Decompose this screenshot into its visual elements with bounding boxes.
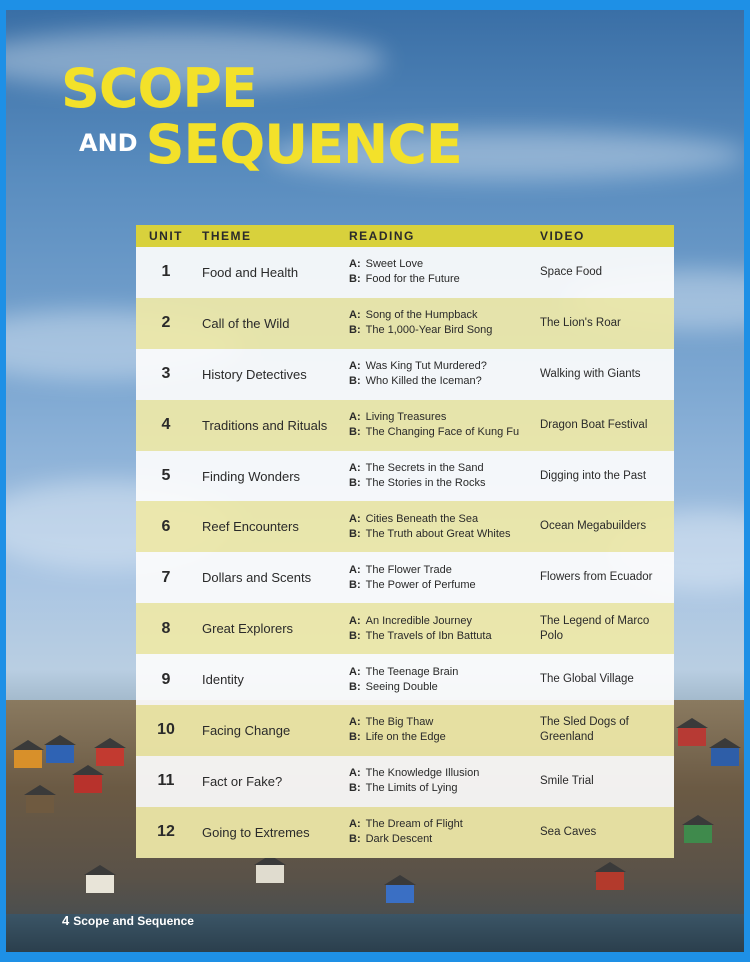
reading-a-title: Living Treasures bbox=[365, 411, 447, 424]
unit-video: Digging into the Past bbox=[540, 469, 647, 482]
title-and: AND bbox=[79, 129, 138, 157]
table-body bbox=[136, 247, 674, 858]
reading-b-title: The Travels of Ibn Battuta bbox=[365, 629, 492, 642]
unit-video: Ocean Megabuilders bbox=[540, 520, 647, 533]
reading-a bbox=[349, 410, 540, 425]
reading-b-title: Seeing Double bbox=[365, 680, 438, 693]
house bbox=[74, 775, 102, 793]
reading-b bbox=[349, 832, 540, 847]
house bbox=[596, 872, 624, 890]
unit-number: 3 bbox=[161, 365, 171, 383]
reading-b bbox=[349, 425, 540, 440]
reading-b-title: The 1,000-Year Bird Song bbox=[365, 324, 493, 337]
reading-b bbox=[349, 781, 540, 796]
table-row bbox=[136, 400, 674, 451]
house bbox=[96, 748, 124, 766]
unit-theme: Going to Extremes bbox=[202, 824, 310, 840]
reading-a-title: The Secrets in the Sand bbox=[365, 462, 484, 474]
reading-b bbox=[349, 272, 540, 287]
unit-number: 6 bbox=[161, 517, 171, 535]
unit-number: 8 bbox=[161, 619, 171, 637]
unit-theme: Traditions and Rituals bbox=[202, 417, 328, 433]
unit-theme: History Detectives bbox=[202, 366, 307, 382]
page bbox=[6, 10, 744, 952]
unit-reading bbox=[349, 410, 540, 440]
unit-reading bbox=[349, 512, 540, 542]
scope-sequence-table bbox=[136, 225, 674, 858]
unit-video: The Lion's Roar bbox=[540, 316, 621, 329]
table-row bbox=[136, 298, 674, 349]
table-row bbox=[136, 552, 674, 603]
reading-b-title: Dark Descent bbox=[365, 833, 433, 846]
unit-reading bbox=[349, 461, 540, 491]
unit-theme: Food and Health bbox=[202, 264, 299, 280]
reading-b-label: B: bbox=[349, 426, 361, 439]
table-header bbox=[136, 225, 674, 247]
table-row bbox=[136, 603, 674, 654]
unit-reading bbox=[349, 817, 540, 847]
reading-b-title: Who Killed the Iceman? bbox=[365, 375, 482, 388]
reading-b-title: Life on the Edge bbox=[365, 731, 446, 744]
table-row bbox=[136, 247, 674, 298]
unit-theme: Great Explorers bbox=[202, 621, 294, 637]
reading-b-title: The Changing Face of Kung Fu bbox=[365, 426, 520, 439]
reading-b-label: B: bbox=[349, 833, 361, 846]
reading-a bbox=[349, 715, 540, 730]
unit-video: Dragon Boat Festival bbox=[540, 418, 648, 431]
house bbox=[678, 728, 706, 746]
unit-reading bbox=[349, 665, 540, 695]
header-theme: THEME bbox=[202, 229, 252, 243]
reading-a-title: Song of the Humpback bbox=[365, 309, 478, 322]
reading-a-label: A: bbox=[349, 360, 361, 373]
unit-theme: Reef Encounters bbox=[202, 519, 299, 535]
reading-b bbox=[349, 527, 540, 542]
reading-a-title: An Incredible Journey bbox=[365, 614, 473, 627]
unit-number: 1 bbox=[161, 263, 171, 281]
unit-number: 5 bbox=[161, 467, 171, 484]
house bbox=[14, 750, 42, 768]
unit-video: Sea Caves bbox=[540, 825, 597, 838]
page-number: 4 bbox=[62, 913, 70, 928]
unit-theme: Identity bbox=[202, 672, 244, 688]
house bbox=[711, 748, 739, 766]
reading-a-label: A: bbox=[349, 665, 361, 678]
unit-number: 9 bbox=[161, 670, 171, 688]
reading-b-label: B: bbox=[349, 578, 361, 591]
unit-number: 2 bbox=[161, 314, 171, 332]
reading-b-label: B: bbox=[349, 680, 361, 693]
reading-b-title: The Stories in the Rocks bbox=[365, 477, 486, 489]
reading-a-label: A: bbox=[349, 512, 361, 525]
reading-a-title: The Knowledge Illusion bbox=[365, 767, 480, 780]
footer-label: Scope and Sequence bbox=[73, 914, 194, 928]
title-sequence: SEQUENCE bbox=[145, 113, 462, 176]
reading-b-title: The Truth about Great Whites bbox=[365, 527, 511, 540]
table-row bbox=[136, 756, 674, 807]
unit-theme: Fact or Fake? bbox=[202, 773, 283, 789]
house bbox=[256, 865, 284, 883]
unit-theme: Call of the Wild bbox=[202, 315, 290, 331]
reading-b bbox=[349, 578, 540, 593]
unit-video: Space Food bbox=[540, 265, 603, 278]
unit-video: The Sled Dogs of Greenland bbox=[540, 716, 629, 744]
table-row bbox=[136, 807, 674, 858]
unit-number: 7 bbox=[161, 568, 171, 586]
reading-a-label: A: bbox=[349, 258, 361, 271]
reading-a bbox=[349, 817, 540, 832]
header-video: VIDEO bbox=[540, 229, 585, 243]
reading-a-label: A: bbox=[349, 309, 361, 322]
unit-theme: Dollars and Scents bbox=[202, 570, 312, 586]
unit-number: 12 bbox=[157, 823, 175, 841]
reading-b-label: B: bbox=[349, 477, 361, 489]
page-footer bbox=[62, 913, 194, 928]
unit-reading bbox=[349, 614, 540, 644]
header-unit: UNIT bbox=[149, 229, 183, 243]
reading-a-label: A: bbox=[349, 563, 361, 576]
reading-b bbox=[349, 680, 540, 695]
reading-a-label: A: bbox=[349, 411, 361, 424]
reading-a bbox=[349, 257, 540, 272]
reading-a-label: A: bbox=[349, 462, 361, 474]
reading-b bbox=[349, 323, 540, 338]
reading-a-label: A: bbox=[349, 716, 361, 729]
reading-a-title: Cities Beneath the Sea bbox=[365, 512, 479, 525]
reading-b-label: B: bbox=[349, 273, 361, 286]
reading-a bbox=[349, 461, 540, 476]
reading-b-label: B: bbox=[349, 782, 361, 795]
unit-reading bbox=[349, 359, 540, 389]
unit-theme: Facing Change bbox=[202, 722, 291, 738]
house bbox=[684, 825, 712, 843]
reading-a-title: The Big Thaw bbox=[365, 716, 434, 729]
reading-a-title: The Teenage Brain bbox=[365, 665, 459, 678]
unit-reading bbox=[349, 715, 540, 745]
unit-video: Walking with Giants bbox=[540, 367, 641, 380]
unit-video: The Global Village bbox=[540, 673, 634, 686]
unit-number: 10 bbox=[157, 721, 175, 739]
reading-b-label: B: bbox=[349, 324, 361, 337]
reading-a-title: Was King Tut Murdered? bbox=[365, 360, 487, 373]
reading-b-title: The Limits of Lying bbox=[365, 782, 458, 795]
reading-b-label: B: bbox=[349, 527, 361, 540]
unit-reading bbox=[349, 563, 540, 593]
header-reading: READING bbox=[349, 229, 415, 243]
reading-b-label: B: bbox=[349, 731, 361, 744]
table-row bbox=[136, 451, 674, 502]
reading-b-label: B: bbox=[349, 629, 361, 642]
reading-a-label: A: bbox=[349, 614, 361, 627]
reading-a bbox=[349, 563, 540, 578]
title-scope: SCOPE bbox=[61, 57, 257, 120]
reading-b-label: B: bbox=[349, 375, 361, 388]
reading-a-title: The Dream of Flight bbox=[365, 818, 463, 831]
reading-a bbox=[349, 359, 540, 374]
unit-video: Flowers from Ecuador bbox=[540, 571, 653, 584]
house bbox=[26, 795, 54, 813]
reading-a bbox=[349, 308, 540, 323]
reading-b bbox=[349, 730, 540, 745]
table-row bbox=[136, 654, 674, 705]
unit-video: Smile Trial bbox=[540, 774, 594, 787]
reading-a-label: A: bbox=[349, 818, 361, 831]
unit-reading bbox=[349, 766, 540, 796]
unit-number: 11 bbox=[157, 772, 175, 790]
reading-b bbox=[349, 374, 540, 389]
reading-b-title: The Power of Perfume bbox=[365, 578, 476, 591]
table-row bbox=[136, 501, 674, 552]
house bbox=[86, 875, 114, 893]
table-row bbox=[136, 705, 674, 756]
reading-a-label: A: bbox=[349, 767, 361, 780]
reading-b bbox=[349, 476, 540, 491]
house bbox=[386, 885, 414, 903]
reading-a bbox=[349, 766, 540, 781]
reading-a-title: The Flower Trade bbox=[365, 563, 452, 576]
reading-a-title: Sweet Love bbox=[365, 258, 424, 271]
reading-a bbox=[349, 614, 540, 629]
reading-b-title: Food for the Future bbox=[365, 273, 460, 286]
reading-a bbox=[349, 665, 540, 680]
unit-number: 4 bbox=[161, 416, 171, 434]
house bbox=[46, 745, 74, 763]
unit-reading bbox=[349, 257, 540, 287]
page-title bbox=[61, 57, 462, 176]
reading-b bbox=[349, 629, 540, 644]
unit-theme: Finding Wonders bbox=[202, 468, 301, 484]
reading-a bbox=[349, 512, 540, 527]
unit-reading bbox=[349, 308, 540, 338]
table-row bbox=[136, 349, 674, 400]
unit-video: The Legend of Marco Polo bbox=[540, 614, 650, 642]
